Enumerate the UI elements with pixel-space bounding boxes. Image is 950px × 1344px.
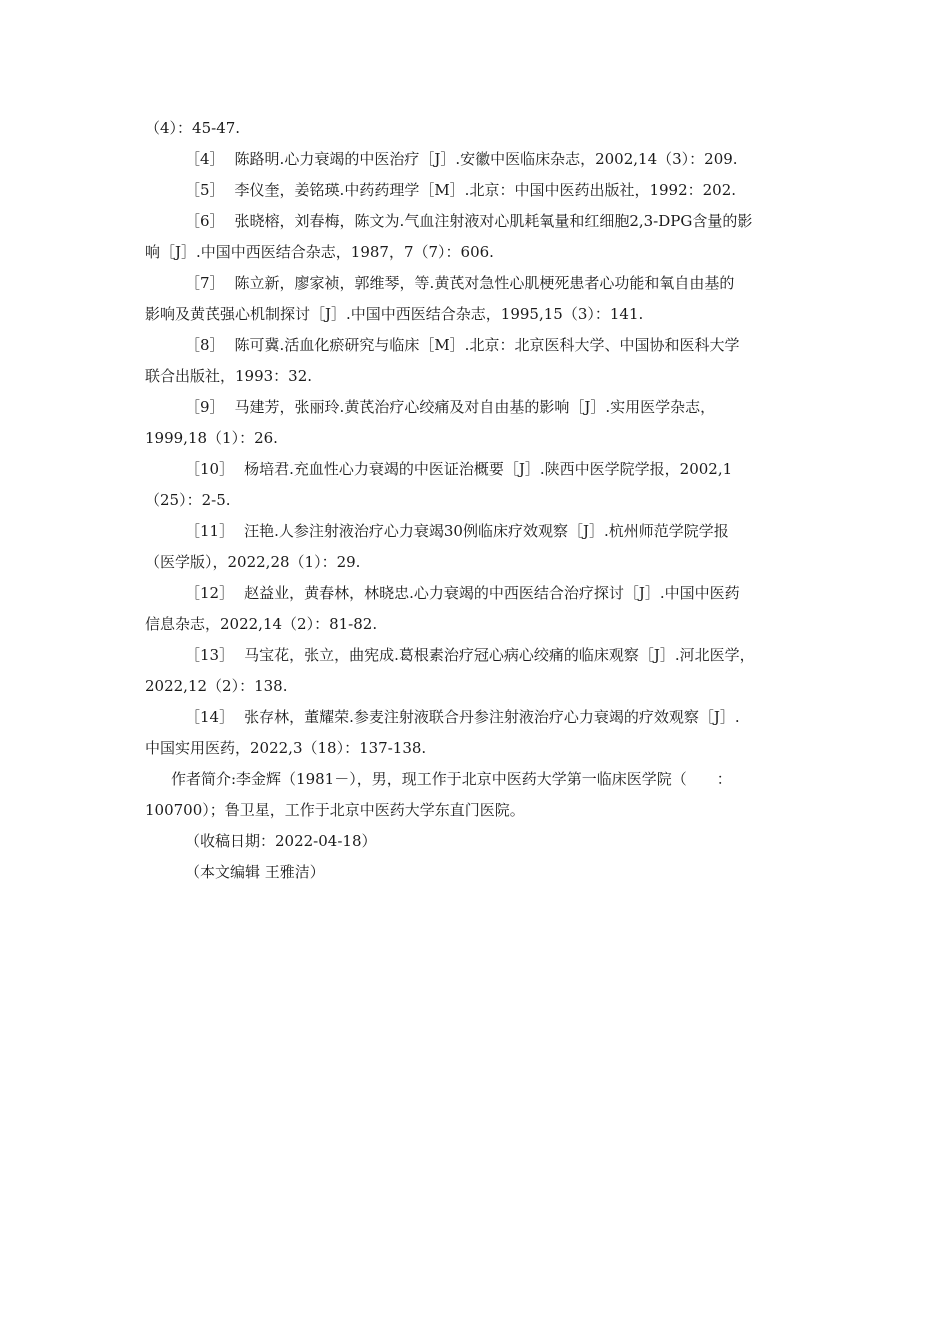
reference-number: ［10］ <box>185 460 235 478</box>
line-text: 张晓榕，刘春梅，陈文为.气血注射液对心肌耗氧量和红细胞2,3-DPG含量的影 <box>234 212 753 230</box>
text-line <box>145 113 810 144</box>
text-line <box>145 826 810 857</box>
line-text: 陈可冀.活血化瘀研究与临床［M］.北京：北京医科大学、中国协和医科大学 <box>234 336 740 354</box>
reference-number: ［14］ <box>185 708 235 726</box>
text-line <box>145 764 810 795</box>
line-text: 马建芳，张丽玲.黄芪治疗心绞痛及对自由基的影响［J］.实用医学杂志， <box>234 398 716 416</box>
reference-number: ［13］ <box>185 646 235 664</box>
line-text: （收稿日期：2022-04-18） <box>185 832 377 850</box>
reference-number: ［4］ <box>185 150 225 168</box>
reference-number: ［11］ <box>185 522 235 540</box>
reference-number: ［5］ <box>185 181 225 199</box>
reference-number: ［12］ <box>185 584 235 602</box>
line-text: 联合出版社，1993：32. <box>145 367 313 385</box>
reference-entry-line <box>145 702 810 733</box>
line-text: 100700）；鲁卫星，工作于北京中医药大学东直门医院。 <box>145 801 525 819</box>
reference-number: ［6］ <box>185 212 225 230</box>
reference-number: ［7］ <box>185 274 225 292</box>
reference-entry-line <box>145 144 810 175</box>
line-text: 中国实用医药，2022,3（18）：137-138. <box>145 739 427 757</box>
line-text: 响［J］.中国中西医结合杂志，1987，7（7）：606. <box>145 243 494 261</box>
line-text: 影响及黄芪强心机制探讨［J］.中国中西医结合杂志，1995,15（3）：141. <box>145 305 644 323</box>
text-line <box>145 857 810 888</box>
text-line <box>145 485 810 516</box>
reference-entry-line <box>145 640 810 671</box>
text-line <box>145 671 810 702</box>
line-text: 汪艳.人参注射液治疗心力衰竭30例临床疗效观察［J］.杭州师范学院学报 <box>244 522 729 540</box>
line-text: 杨培君.充血性心力衰竭的中医证治概要［J］.陕西中医学院学报，2002,1 <box>244 460 733 478</box>
reference-page <box>145 113 810 888</box>
reference-entry-line <box>145 392 810 423</box>
text-line <box>145 733 810 764</box>
reference-entry-line <box>145 578 810 609</box>
reference-number: ［9］ <box>185 398 225 416</box>
reference-entry-line <box>145 268 810 299</box>
line-text: 信息杂志，2022,14（2）：81-82. <box>145 615 378 633</box>
line-text: 2022,12（2）：138. <box>145 677 288 695</box>
text-line <box>145 237 810 268</box>
line-text: （25）：2-5. <box>145 491 231 509</box>
line-text: 李仪奎，姜铭瑛.中药药理学［M］.北京：中国中医药出版社，1992：202. <box>234 181 737 199</box>
line-text: 1999,18（1）：26. <box>145 429 278 447</box>
text-line <box>145 423 810 454</box>
reference-entry-line <box>145 206 810 237</box>
text-line <box>145 795 810 826</box>
text-line <box>145 361 810 392</box>
text-line <box>145 609 810 640</box>
line-text: 陈路明.心力衰竭的中医治疗［J］.安徽中医临床杂志，2002,14（3）：209. <box>234 150 738 168</box>
line-text: 马宝花，张立，曲宪成.葛根素治疗冠心病心绞痛的临床观察［J］.河北医学， <box>244 646 755 664</box>
text-line <box>145 299 810 330</box>
reference-entry-line <box>145 175 810 206</box>
line-text: 张存林，董耀荣.参麦注射液联合丹参注射液治疗心力衰竭的疗效观察［J］. <box>244 708 740 726</box>
reference-entry-line <box>145 454 810 485</box>
text-line <box>145 547 810 578</box>
line-text: （本文编辑 王雅洁） <box>185 863 325 881</box>
line-text: （医学版），2022,28（1）：29. <box>145 553 361 571</box>
reference-number: ［8］ <box>185 336 225 354</box>
line-text: 作者简介:李金辉（1981－），男，现工作于北京中医药大学第一临床医学院（ ： <box>171 770 732 788</box>
line-text: 赵益业，黄春林，林晓忠.心力衰竭的中西医结合治疗探讨［J］.中国中医药 <box>244 584 740 602</box>
line-text: （4）：45-47. <box>145 119 241 137</box>
reference-entry-line <box>145 330 810 361</box>
reference-entry-line <box>145 516 810 547</box>
line-text: 陈立新，廖家祯，郭维琴，等.黄芪对急性心肌梗死患者心功能和氧自由基的 <box>234 274 735 292</box>
